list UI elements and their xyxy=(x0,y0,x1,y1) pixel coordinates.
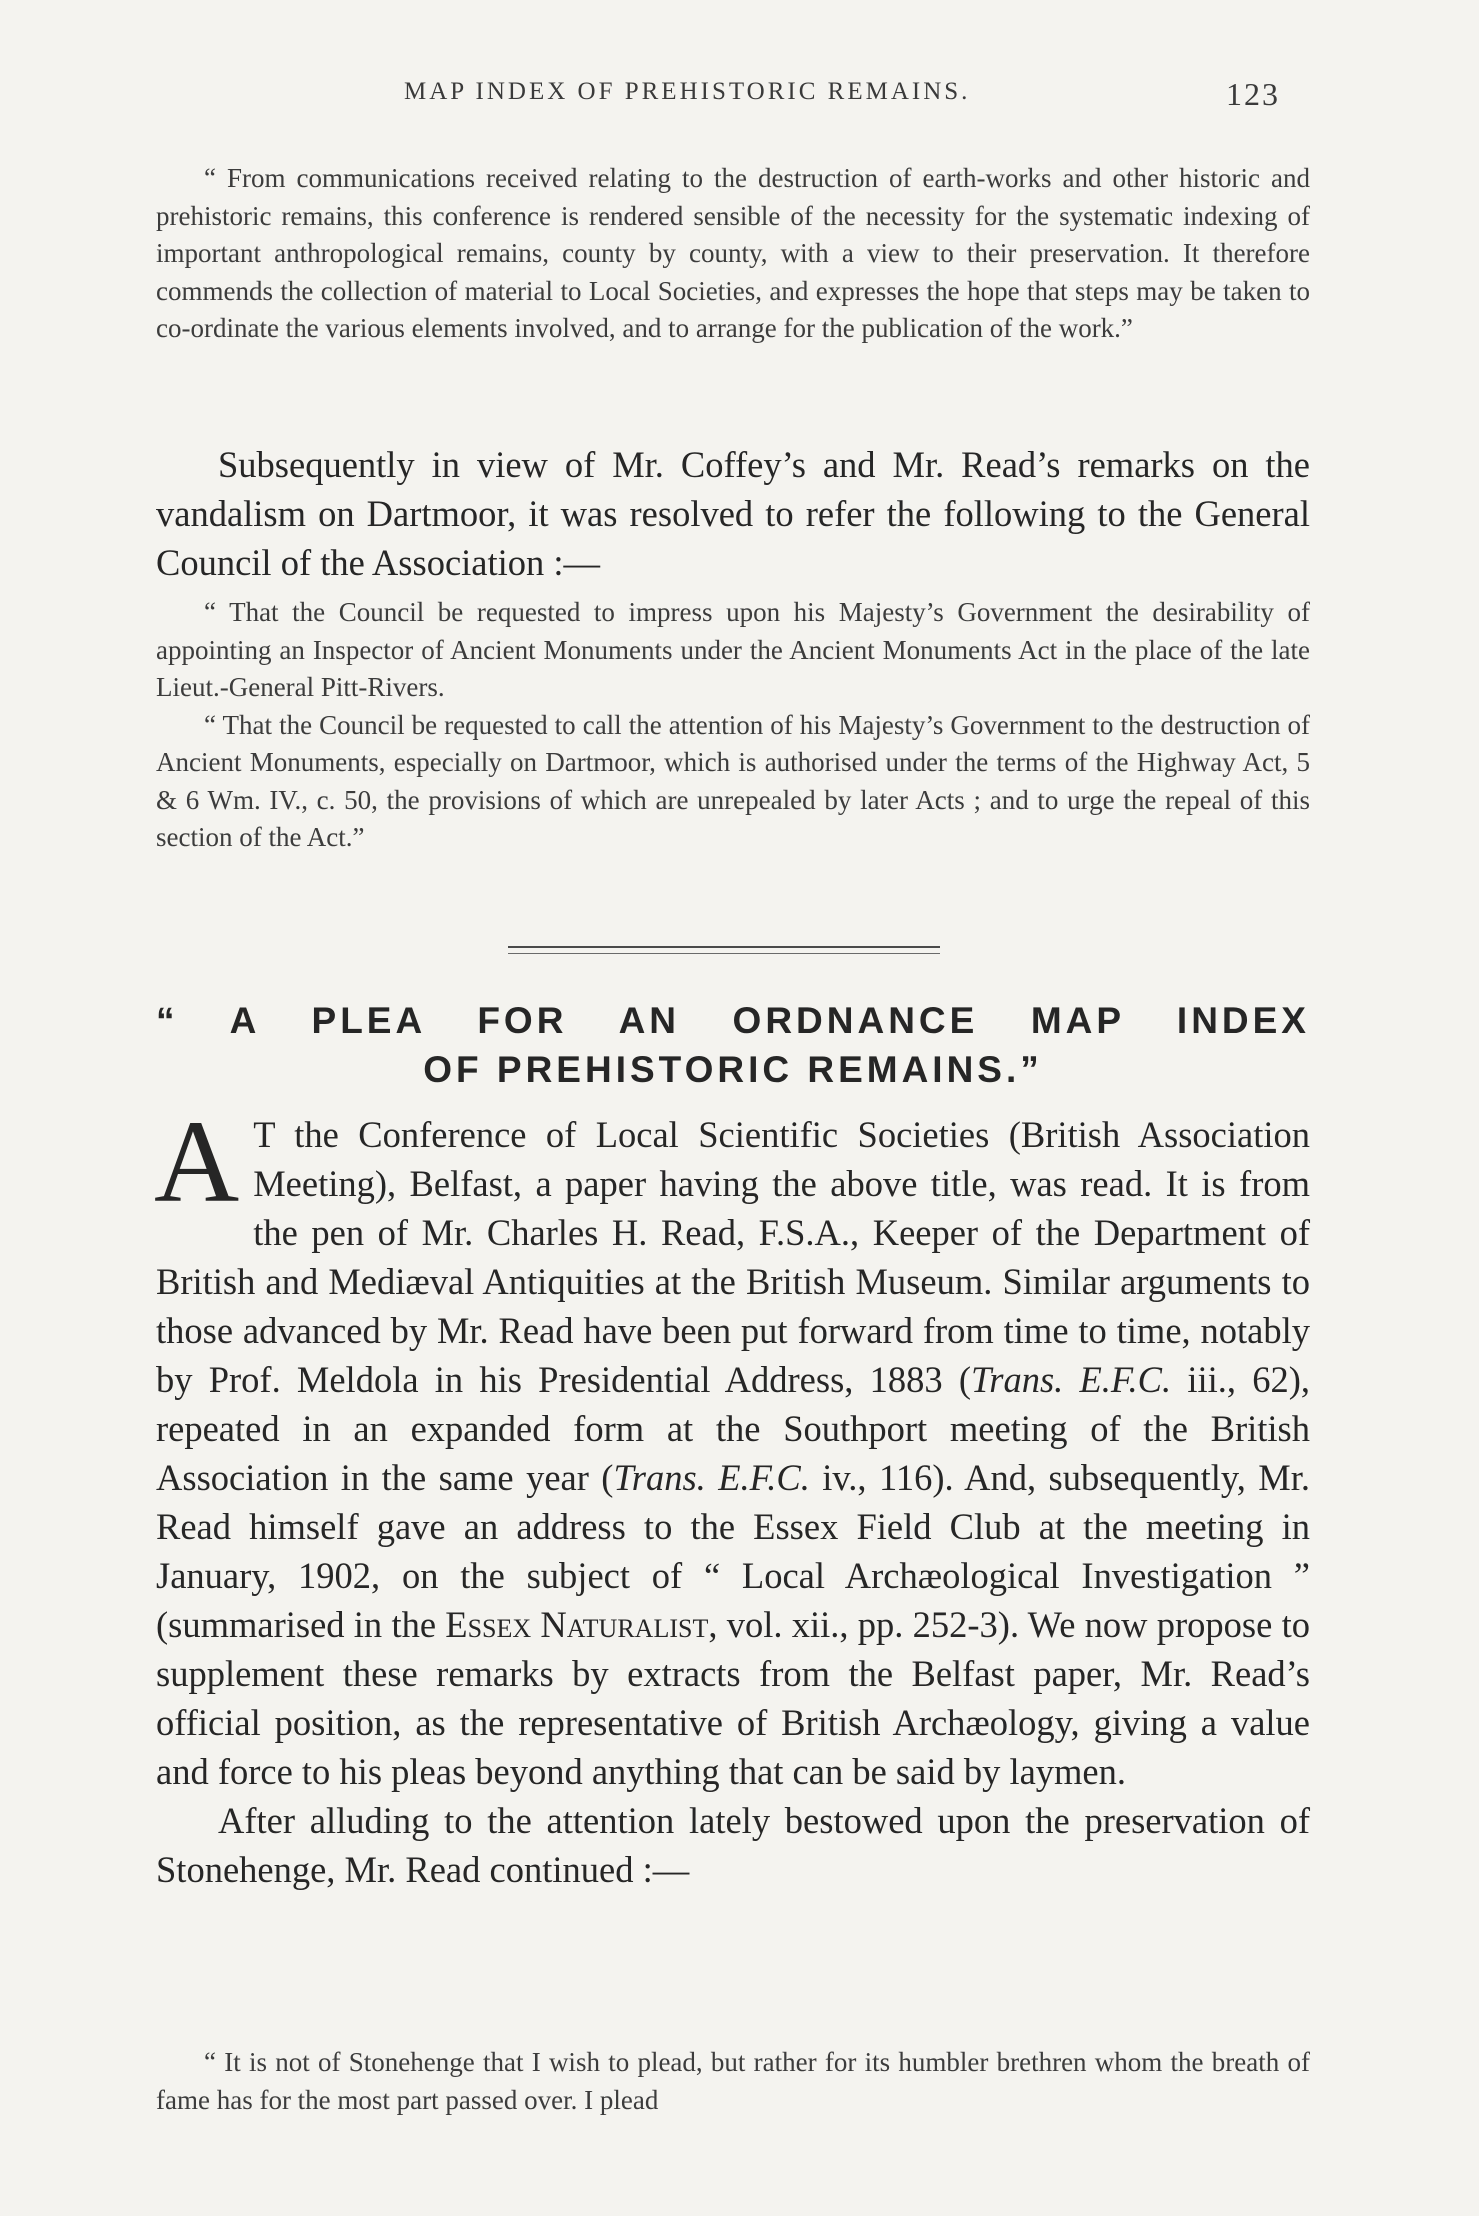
body-paragraph: Subsequently in view of Mr. Coffey’s and Mr. Read’s remarks on the vandalism on Dartmoor, it was resolved to refer the following to the General Council of the Association :— xyxy=(156,444,1310,583)
heading-line: “ A PLEA FOR AN ORDNANCE MAP INDEX xyxy=(156,1000,1310,1041)
drop-cap: A xyxy=(154,1096,240,1227)
quote-conference-resolution xyxy=(156,160,1310,348)
quote-paragraph: “ From communications received relating to the destruction of earth-works and other historic and prehistoric remains, this conference is rendered sensible of the necessity for the systematic indexing of important anthropological remains, county by county, with a view to their preservation. It therefore commends the collection of material to Local Societies, and expresses the hope that steps may be taken to co-ordinate the various elements involved, and to arrange for the publication of the work.” xyxy=(156,163,1310,343)
citation: Trans. E.F.C. xyxy=(970,1359,1172,1400)
heading-line: OF PREHISTORIC REMAINS.” xyxy=(423,1049,1043,1090)
quote-paragraph: “ It is not of Stonehenge that I wish to plead, but rather for its humbler brethren whom the breath of fame has for the most part passed over. I plead xyxy=(156,2047,1310,2115)
quote-council-resolutions xyxy=(156,594,1310,857)
quote-paragraph: “ That the Council be requested to impress upon his Majesty’s Government the desirability of appointing an Inspector of Ancient Monuments under the Ancient Monuments Act in the place of the late Lieut.-General Pitt-Rivers. xyxy=(156,597,1310,702)
body-paragraph: A T the Conference of Local Scientific Societies (British Association Meeting), Belfast, a paper having the above title, was read. It is from the pen of Mr. Charles H. Read, F.S.A., Keeper of the Department of British and Mediæval Antiquities at the British Museum. Similar arguments to those advanced by Mr. Read have been put forward from time to time, notably by Prof. Meldola in his Presidential Address, 1883 (Trans. E.F.C. iii., 62), repeated in an expanded form at the Southport meeting of the British Association in the same year (Trans. E.F.C. iv., 116). And, subsequently, Mr. Read himself gave an address to the Essex Field Club at the meeting in January, 1902, on the subject of “ Local Archæological Investigation ” (summarised in the Essex Naturalist, vol. xii., pp. 252-3). We now propose to supplement these remarks by extracts from the Belfast paper, Mr. Read’s official position, as the representative of British Archæology, giving a value and force to his pleas beyond anything that can be said by laymen. xyxy=(154,1096,1311,1792)
article-body xyxy=(154,1096,1311,1894)
section-divider xyxy=(508,946,940,959)
citation: Trans. E.F.C. xyxy=(613,1457,810,1498)
paragraph-subsequently xyxy=(156,440,1310,587)
running-head xyxy=(0,78,1479,118)
article-heading xyxy=(156,996,1310,1094)
divider-rule xyxy=(508,946,940,948)
running-title: MAP INDEX OF PREHISTORIC REMAINS. xyxy=(404,78,971,105)
page-number: 123 xyxy=(1226,76,1280,112)
divider-rule xyxy=(508,953,940,954)
quote-read-address xyxy=(156,2044,1310,2119)
body-paragraph: After alluding to the attention lately bestowed upon the preservation of Stonehenge, Mr. Read continued :— xyxy=(156,1800,1310,1890)
journal-title: Essex Naturalist xyxy=(445,1604,709,1645)
quote-paragraph: “ That the Council be requested to call the attention of his Majesty’s Government to the destruction of Ancient Monuments, especially on Dartmoor, which is authorised under the terms of the Highway Act, 5 & 6 Wm. IV., c. 50, the provisions of which are unrepealed by later Acts ; and to urge the repeal of this section of the Act.” xyxy=(156,709,1310,852)
